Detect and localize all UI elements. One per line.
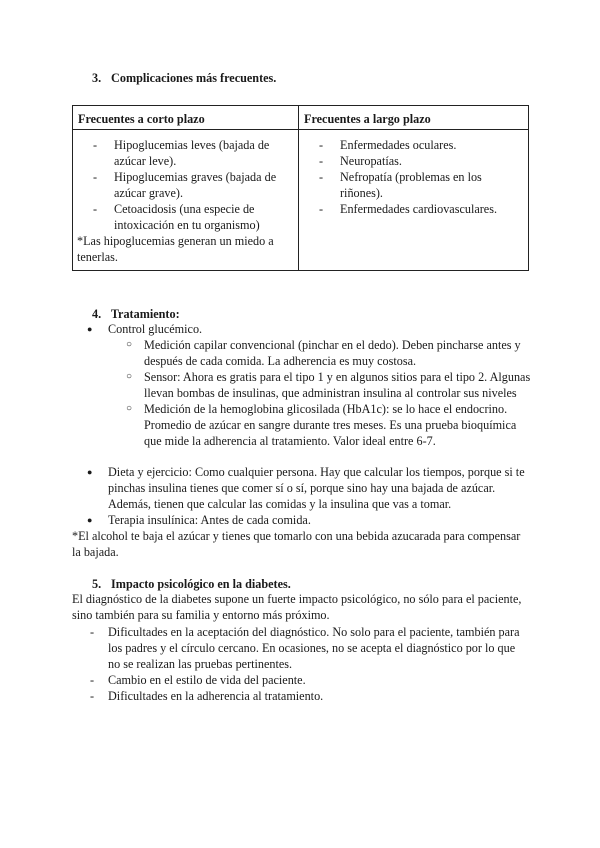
list-item: ○ Sensor: Ahora es gratis para el tipo 1 y en algunos sitios para el tipo 2. Algunas llevan bombas de insulinas, que administran insulina al controlar sus niveles [108,369,532,401]
header-long-term: Frecuentes a largo plazo [299,106,529,130]
section-4-title: Tratamiento: [110,307,180,321]
list-item: - Hipoglucemias leves (bajada de azúcar leve). [77,137,294,169]
table-header-row [73,106,529,130]
list-item: - Enfermedades oculares. [303,137,524,153]
psychological-impact-list [72,624,530,704]
long-term-list [303,137,524,217]
list-item: - Hipoglucemias graves (bajada de azúcar grave). [77,169,294,201]
list-item: - Dificultades en la aceptación del diagnóstico. No solo para el paciente, también para los padres y el círculo cercano. En ocasiones, no se acepta el diagnóstico por lo que no se realizan las pruebas pertinentes. [72,624,530,672]
list-item-glycemic-control [72,321,532,449]
table-row [73,130,529,271]
list-item: - Cambio en el estilo de vida del paciente. [72,672,530,688]
section-5-title: Impacto psicológico en la diabetes. [111,577,291,591]
list-item: - Nefropatía (problemas en los riñones). [303,169,524,201]
short-term-cell [73,130,299,271]
list-item-insulin: ● Terapia insulínica: Antes de cada comida. [72,512,532,528]
treatment-list-continued [72,464,532,528]
treatment-list [72,321,532,449]
header-short-term: Frecuentes a corto plazo [73,106,299,130]
glycemic-control-label: Control glucémico. [108,322,203,336]
complications-table [72,105,529,271]
section-5-intro: El diagnóstico de la diabetes supone un fuerte impacto psicológico, no sólo para el paciente, sino también para su familia y entorno más próximo. [72,592,522,622]
list-item: ○ Medición capilar convencional (pinchar en el dedo). Deben pincharse antes y después de cada comida. La adherencia es muy costosa. [108,337,532,369]
list-item-diet: ● Dieta y ejercicio: Como cualquier persona. Hay que calcular los tiempos, porque si te pinchas insulina tienes que comer sí o sí, porque sino hay una bajada de azúcar. Además, tienen que calcular las comidas y la insulina que vas a tomar. [72,464,532,512]
long-term-cell [299,130,529,271]
glycemic-control-sublist [108,337,532,449]
hypoglycemia-note: *Las hipoglucemias generan un miedo a tenerlas. [77,234,274,264]
short-term-list [77,137,294,233]
list-item: - Enfermedades cardiovasculares. [303,201,524,217]
list-item: ○ Medición de la hemoglobina glicosilada (HbA1c): se lo hace el endocrino. Promedio de azúcar en sangre durante tres meses. Es una prueba bioquímica que mide la adherencia al tratamiento. Valor ideal entre 6-7. [108,401,532,449]
section-5-heading [92,576,291,592]
alcohol-note: *El alcohol te baja el azúcar y tienes que tomarlo con una bebida azucarada para compensar la bajada. [72,529,521,559]
list-item: - Cetoacidosis (una especie de intoxicación en tu organismo) [77,201,294,233]
section-3-number: 3. [92,71,102,85]
section-3-heading [92,70,276,86]
section-3-title: Complicaciones más frecuentes. [111,71,277,85]
section-4-number: 4. [92,307,102,321]
list-item: - Neuropatías. [303,153,524,169]
section-4-heading [92,306,180,322]
section-5-number: 5. [92,577,102,591]
list-item: - Dificultades en la adherencia al tratamiento. [72,688,530,704]
